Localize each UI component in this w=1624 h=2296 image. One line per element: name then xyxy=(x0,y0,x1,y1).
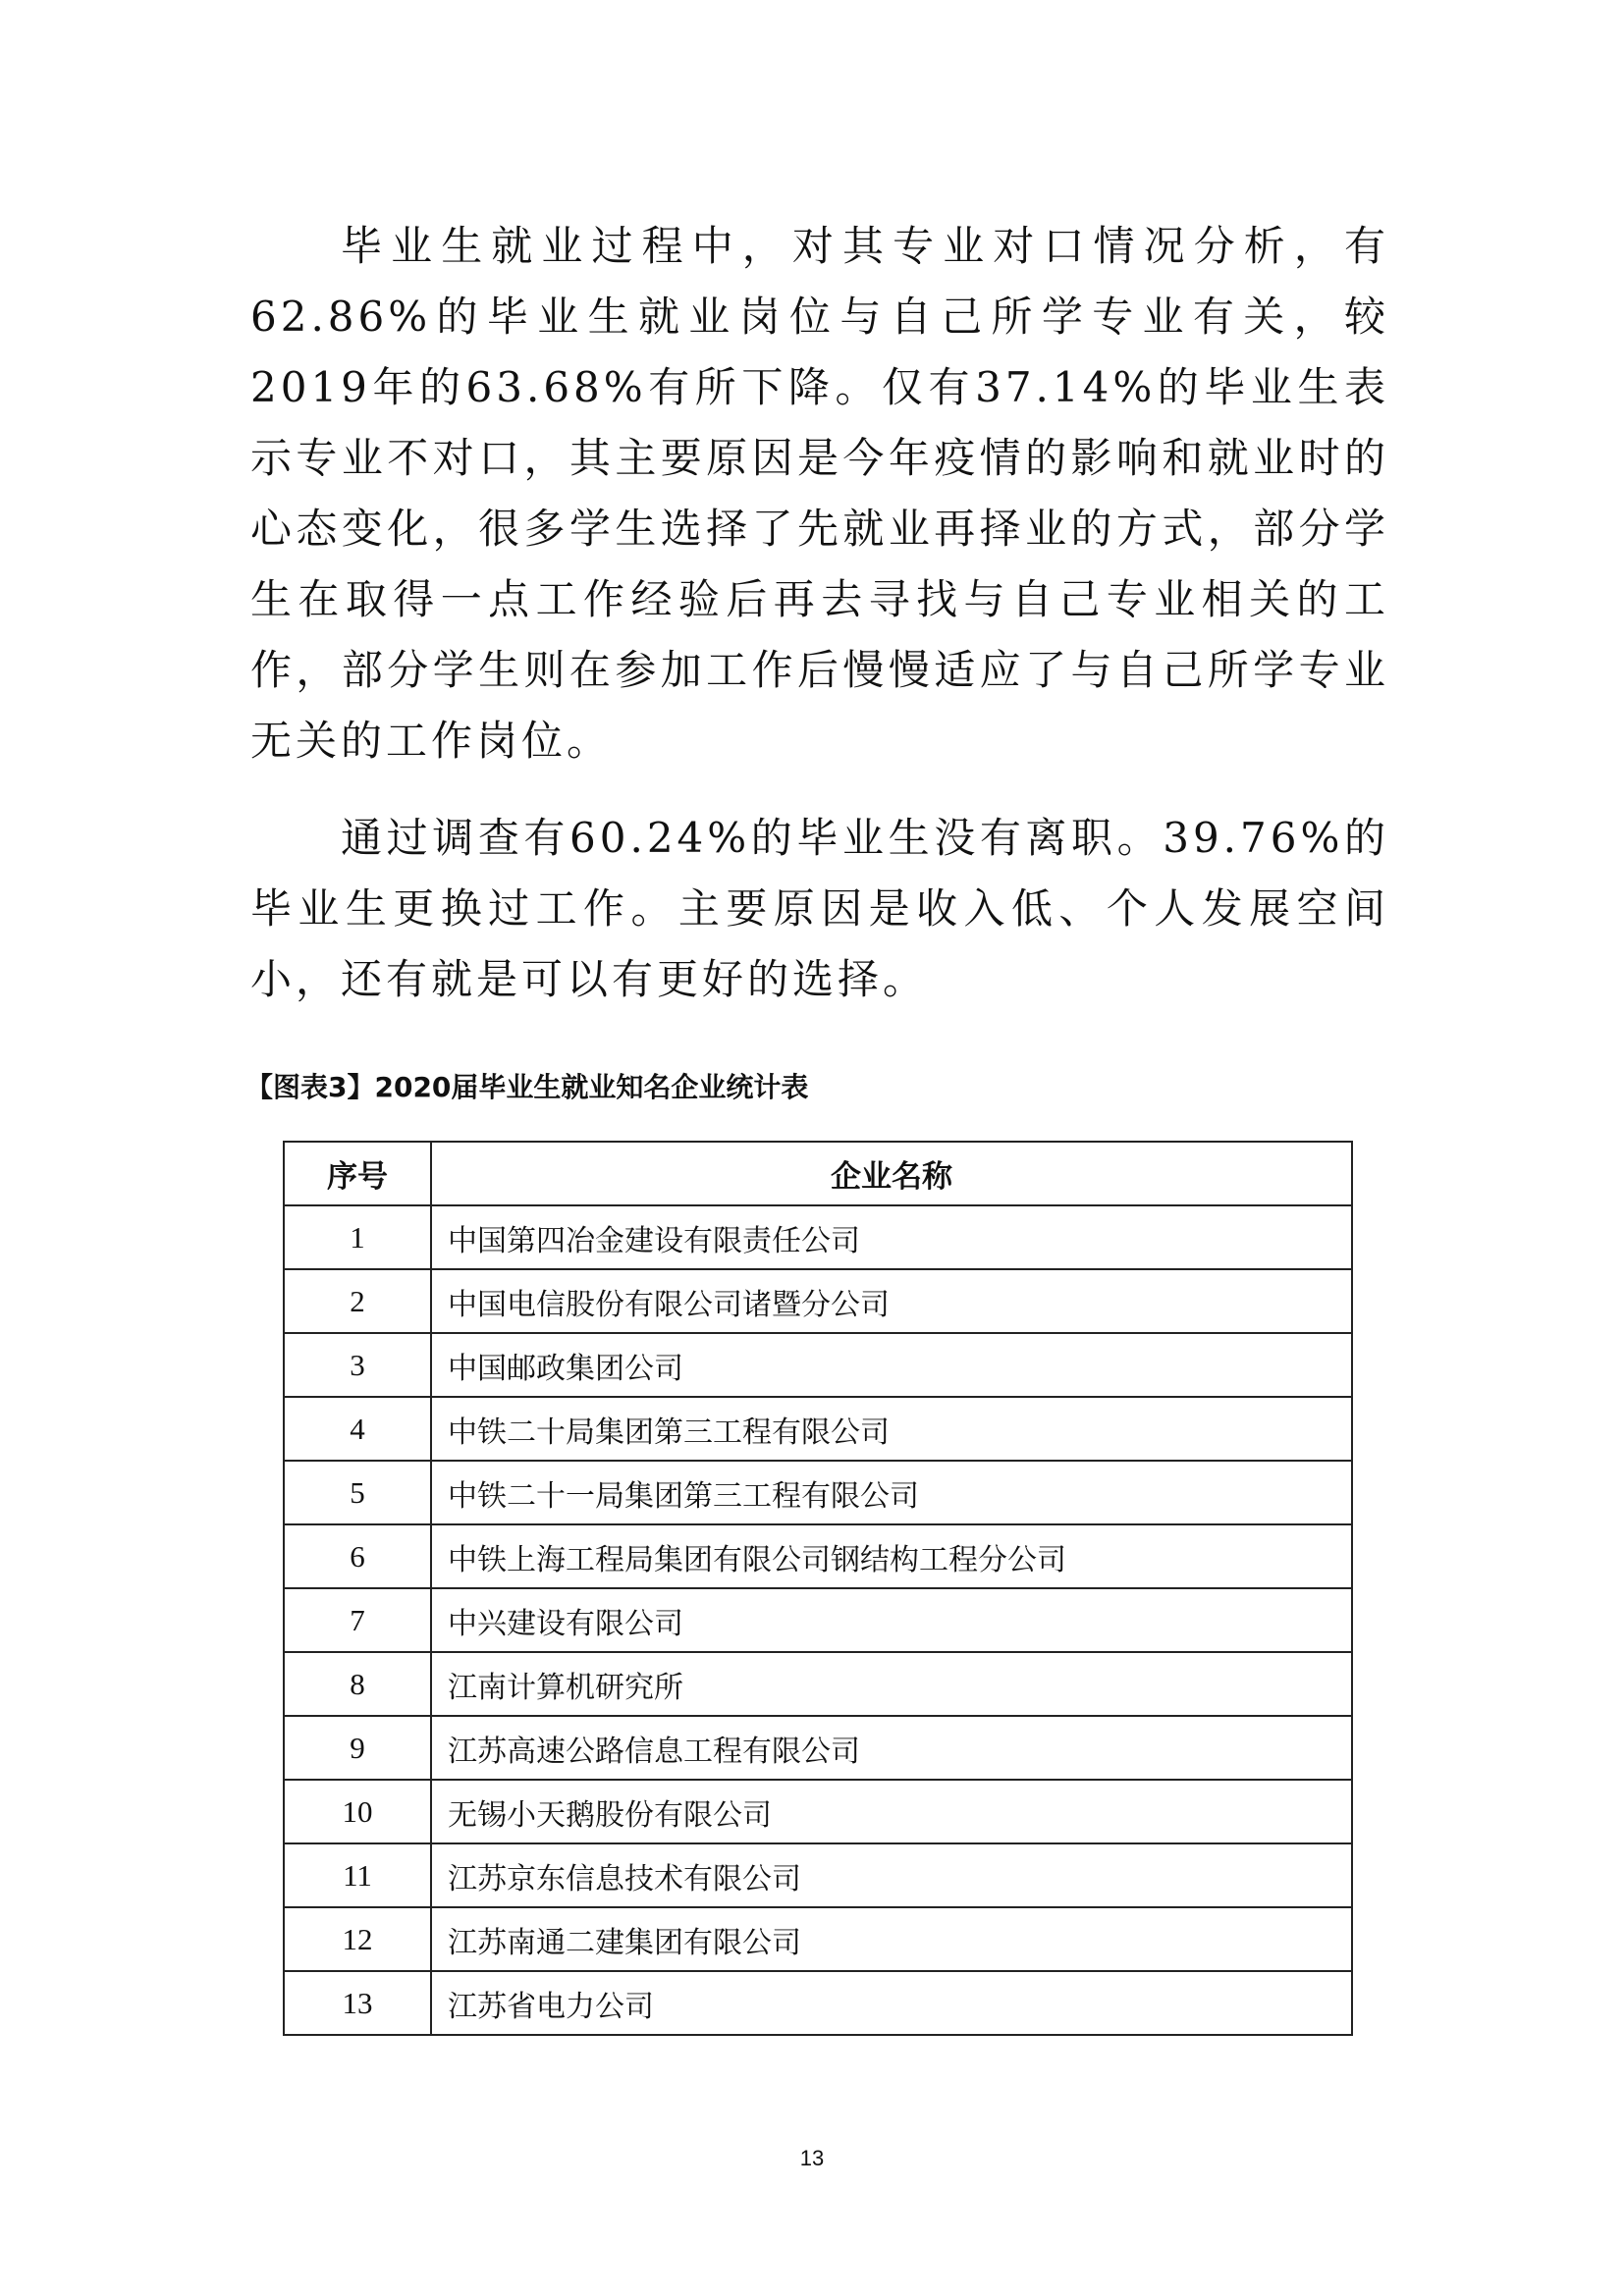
table-row xyxy=(284,1524,1352,1588)
header-company-name: 企业名称 xyxy=(431,1142,1352,1205)
row-company-name: 中兴建设有限公司 xyxy=(431,1588,1352,1652)
row-seq: 4 xyxy=(284,1397,431,1461)
table-row xyxy=(284,1588,1352,1652)
row-seq: 1 xyxy=(284,1205,431,1269)
page-number: 13 xyxy=(799,2146,825,2170)
table-row xyxy=(284,1652,1352,1716)
row-company-name: 中铁二十局集团第三工程有限公司 xyxy=(431,1397,1352,1461)
table-row xyxy=(284,1716,1352,1780)
table-row xyxy=(284,1780,1352,1843)
row-company-name: 中国电信股份有限公司诸暨分公司 xyxy=(431,1269,1352,1333)
table-row xyxy=(284,1971,1352,2035)
row-seq: 9 xyxy=(284,1716,431,1780)
row-seq: 3 xyxy=(284,1333,431,1397)
row-company-name: 中铁上海工程局集团有限公司钢结构工程分公司 xyxy=(431,1524,1352,1588)
header-seq: 序号 xyxy=(284,1142,431,1205)
row-company-name: 无锡小天鹅股份有限公司 xyxy=(431,1780,1352,1843)
row-seq: 11 xyxy=(284,1843,431,1907)
row-seq: 5 xyxy=(284,1461,431,1524)
table-row xyxy=(284,1843,1352,1907)
row-company-name: 江苏高速公路信息工程有限公司 xyxy=(431,1716,1352,1780)
row-seq: 6 xyxy=(284,1524,431,1588)
row-company-name: 中国第四冶金建设有限责任公司 xyxy=(431,1205,1352,1269)
table-caption: 【图表3】2020届毕业生就业知名企业统计表 xyxy=(245,1071,809,1103)
row-seq: 10 xyxy=(284,1780,431,1843)
row-seq: 13 xyxy=(284,1971,431,2035)
row-company-name: 中国邮政集团公司 xyxy=(431,1333,1352,1397)
row-seq: 7 xyxy=(284,1588,431,1652)
table-row xyxy=(284,1461,1352,1524)
table-row xyxy=(284,1333,1352,1397)
row-company-name: 中铁二十一局集团第三工程有限公司 xyxy=(431,1461,1352,1524)
table-row xyxy=(284,1269,1352,1333)
table-row xyxy=(284,1205,1352,1269)
row-company-name: 江苏京东信息技术有限公司 xyxy=(431,1843,1352,1907)
row-seq: 8 xyxy=(284,1652,431,1716)
row-seq: 2 xyxy=(284,1269,431,1333)
paragraph-turnover: 通过调查有60.24%的毕业生没有离职。39.76%的毕业生更换过工作。主要原因是收入低、个人发展空间小，还有就是可以有更好的选择。 xyxy=(250,814,1389,1003)
table-row xyxy=(284,1397,1352,1461)
row-company-name: 江苏省电力公司 xyxy=(431,1971,1352,2035)
row-seq: 12 xyxy=(284,1907,431,1971)
row-company-name: 江苏南通二建集团有限公司 xyxy=(431,1907,1352,1971)
table-header-row xyxy=(284,1142,1352,1205)
employer-table xyxy=(283,1141,1353,2036)
paragraph-major-match: 毕业生就业过程中，对其专业对口情况分析，有62.86%的毕业生就业岗位与自己所学专业有关，较2019年的63.68%有所下降。仅有37.14%的毕业生表示专业不对口，其主要原因是今年疫情的影响和就业时的心态变化，很多学生选择了先就业再择业的方式，部分学生在取得一点工作经验后再去寻找与自己专业相关的工作，部分学生则在参加工作后慢慢适应了与自己所学专业无关的工作岗位。 xyxy=(250,222,1389,765)
row-company-name: 江南计算机研究所 xyxy=(431,1652,1352,1716)
table-row xyxy=(284,1907,1352,1971)
